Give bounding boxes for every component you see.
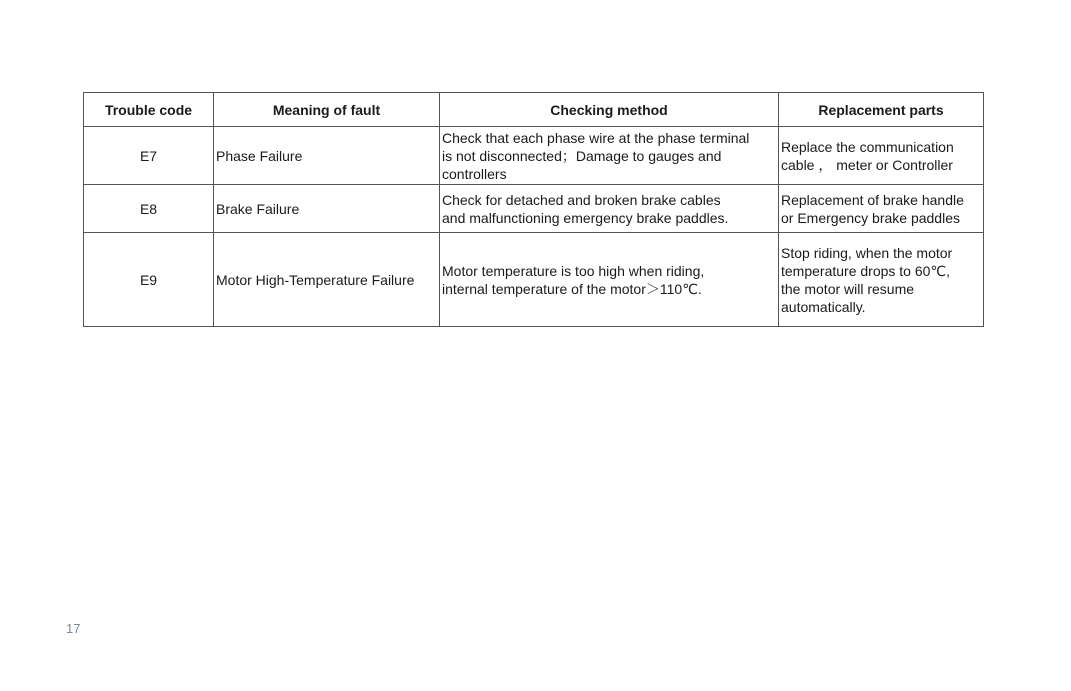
trouble-code-cell: E9 [84, 233, 214, 327]
replacement-parts-cell: Replacement of brake handle or Emergency brake paddles [779, 185, 984, 233]
table-header-row [84, 93, 984, 127]
header-replacement-parts: Replacement parts [779, 93, 984, 127]
fault-meaning-cell: Phase Failure [214, 127, 440, 185]
checking-method-cell: Check that each phase wire at the phase terminal is not disconnected；Damage to gauges and controllers [440, 127, 779, 185]
replacement-parts-cell: Replace the communication cable ， meter or Controller [779, 127, 984, 185]
header-meaning-of-fault: Meaning of fault [214, 93, 440, 127]
checking-method-cell: Motor temperature is too high when riding, internal temperature of the motor＞110℃. [440, 233, 779, 327]
checking-method-cell: Check for detached and broken brake cables and malfunctioning emergency brake paddles. [440, 185, 779, 233]
fault-meaning-cell: Brake Failure [214, 185, 440, 233]
trouble-code-cell: E7 [84, 127, 214, 185]
fault-meaning-cell: Motor High-Temperature Failure [214, 233, 440, 327]
page-number: 17 [66, 621, 81, 636]
replacement-parts-cell: Stop riding, when the motor temperature drops to 60℃, the motor will resume automatically. [779, 233, 984, 327]
header-checking-method: Checking method [440, 93, 779, 127]
table-row [84, 233, 984, 327]
table-row [84, 185, 984, 233]
trouble-code-cell: E8 [84, 185, 214, 233]
fault-code-table [83, 92, 984, 327]
table-row [84, 127, 984, 185]
header-trouble-code: Trouble code [84, 93, 214, 127]
